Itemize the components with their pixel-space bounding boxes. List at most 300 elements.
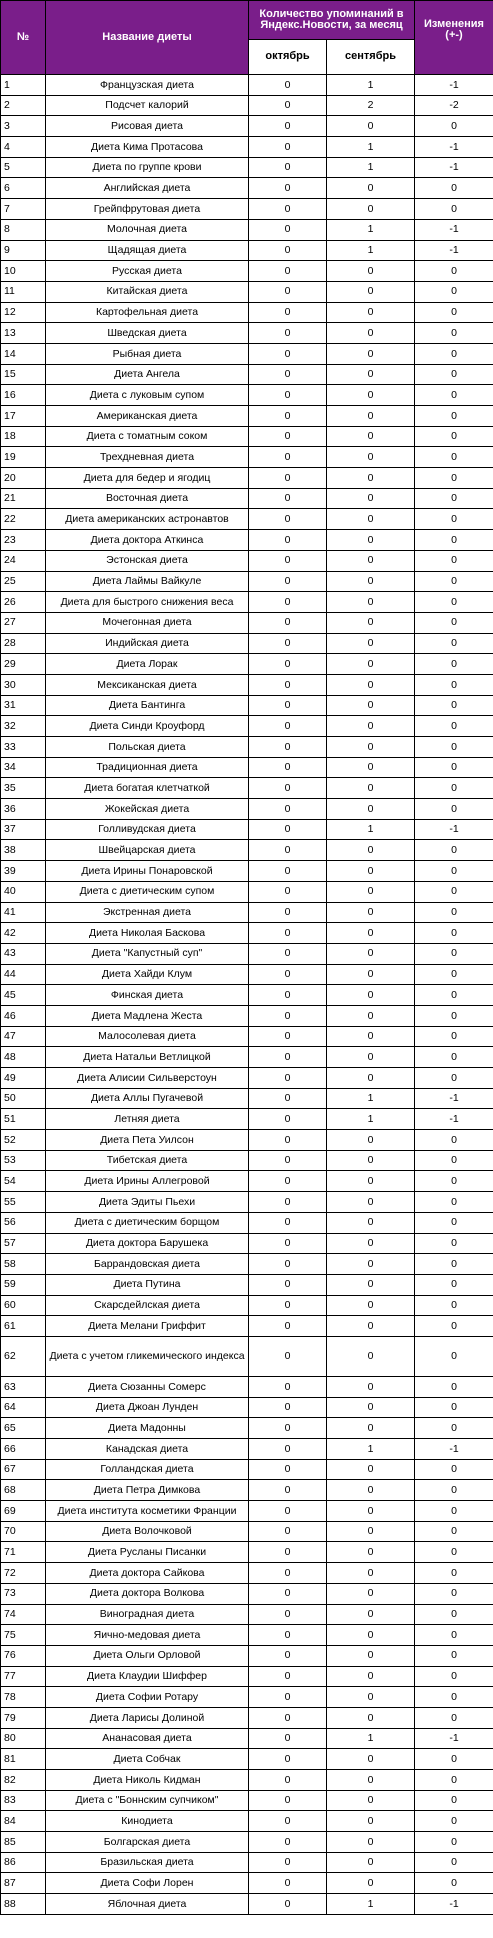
change-value: 0: [415, 964, 493, 985]
row-number: 29: [1, 654, 46, 675]
row-number: 13: [1, 323, 46, 344]
change-value: 0: [415, 943, 493, 964]
october-count: 0: [249, 1707, 327, 1728]
change-value: 0: [415, 364, 493, 385]
october-count: 0: [249, 240, 327, 261]
diet-name: Диета "Капустный суп": [46, 943, 249, 964]
september-count: 0: [327, 406, 415, 427]
header-diet-name: Название диеты: [46, 1, 249, 75]
diet-name: Рисовая диета: [46, 116, 249, 137]
table-row: [1, 592, 493, 613]
diet-name: Летняя диета: [46, 1109, 249, 1130]
september-count: 0: [327, 1645, 415, 1666]
change-value: -1: [415, 819, 493, 840]
table-row: [1, 943, 493, 964]
change-value: -1: [415, 137, 493, 158]
october-count: 0: [249, 1521, 327, 1542]
october-count: 0: [249, 261, 327, 282]
row-number: 76: [1, 1645, 46, 1666]
september-count: 0: [327, 1583, 415, 1604]
change-value: 0: [415, 1047, 493, 1068]
table-row: [1, 840, 493, 861]
change-value: 0: [415, 1418, 493, 1439]
change-value: 0: [415, 1770, 493, 1791]
row-number: 40: [1, 881, 46, 902]
diet-name: Традиционная диета: [46, 757, 249, 778]
header-mentions: Количество упоминаний в Яндекс.Новости, за месяц: [249, 1, 415, 40]
diet-name: Финская диета: [46, 985, 249, 1006]
row-number: 51: [1, 1109, 46, 1130]
september-count: 1: [327, 1894, 415, 1915]
row-number: 87: [1, 1873, 46, 1894]
diet-name: Китайская диета: [46, 281, 249, 302]
september-count: 0: [327, 550, 415, 571]
table-row: [1, 261, 493, 282]
change-value: 0: [415, 385, 493, 406]
diet-name: Диета Мелани Гриффит: [46, 1316, 249, 1337]
october-count: 0: [249, 323, 327, 344]
change-value: 0: [415, 199, 493, 220]
table-row: [1, 1604, 493, 1625]
row-number: 2: [1, 95, 46, 116]
october-count: 0: [249, 1583, 327, 1604]
september-count: 0: [327, 1687, 415, 1708]
change-value: 0: [415, 550, 493, 571]
table-row: [1, 819, 493, 840]
september-count: 0: [327, 1336, 415, 1376]
table-row: [1, 509, 493, 530]
change-value: 0: [415, 674, 493, 695]
diet-name: Диета Петра Димкова: [46, 1480, 249, 1501]
diet-name: Диета Сюзанны Сомерс: [46, 1376, 249, 1397]
row-number: 65: [1, 1418, 46, 1439]
table-row: [1, 1563, 493, 1584]
diet-name: Диета Мадлена Жеста: [46, 1005, 249, 1026]
row-number: 4: [1, 137, 46, 158]
table-row: [1, 1728, 493, 1749]
october-count: 0: [249, 778, 327, 799]
row-number: 17: [1, 406, 46, 427]
october-count: 0: [249, 1397, 327, 1418]
table-row: [1, 468, 493, 489]
diet-name: Диета по группе крови: [46, 157, 249, 178]
row-number: 86: [1, 1852, 46, 1873]
september-count: 0: [327, 1026, 415, 1047]
change-value: 0: [415, 902, 493, 923]
table-row: [1, 1171, 493, 1192]
october-count: 0: [249, 116, 327, 137]
september-count: 0: [327, 840, 415, 861]
change-value: 0: [415, 1068, 493, 1089]
september-count: 0: [327, 385, 415, 406]
table-row: [1, 447, 493, 468]
change-value: 0: [415, 323, 493, 344]
diet-name: Английская диета: [46, 178, 249, 199]
change-value: 0: [415, 1707, 493, 1728]
october-count: 0: [249, 281, 327, 302]
september-count: 1: [327, 819, 415, 840]
change-value: -1: [415, 1109, 493, 1130]
table-row: [1, 95, 493, 116]
change-value: 0: [415, 778, 493, 799]
september-count: 0: [327, 674, 415, 695]
table-row: [1, 902, 493, 923]
diet-name: Диета Софи Лорен: [46, 1873, 249, 1894]
table-row: [1, 1233, 493, 1254]
table-row: [1, 1295, 493, 1316]
row-number: 63: [1, 1376, 46, 1397]
diet-name: Диета доктора Волкова: [46, 1583, 249, 1604]
october-count: 0: [249, 1192, 327, 1213]
table-row: [1, 219, 493, 240]
october-count: 0: [249, 199, 327, 220]
october-count: 0: [249, 1873, 327, 1894]
table-row: [1, 343, 493, 364]
table-row: [1, 1501, 493, 1522]
change-value: 0: [415, 1873, 493, 1894]
row-number: 36: [1, 799, 46, 820]
diet-name: Диета Волочковой: [46, 1521, 249, 1542]
change-value: -1: [415, 1728, 493, 1749]
october-count: 0: [249, 985, 327, 1006]
diet-name: Диета Аллы Пугачевой: [46, 1088, 249, 1109]
change-value: 0: [415, 116, 493, 137]
change-value: 0: [415, 1316, 493, 1337]
october-count: 0: [249, 633, 327, 654]
september-count: 0: [327, 1625, 415, 1646]
diet-name: Диета для бедер и ягодиц: [46, 468, 249, 489]
row-number: 85: [1, 1832, 46, 1853]
diet-name: Подсчет калорий: [46, 95, 249, 116]
diet-name: Баррандовская диета: [46, 1254, 249, 1275]
diet-name: Голландская диета: [46, 1459, 249, 1480]
diet-name: Диета Софии Ротару: [46, 1687, 249, 1708]
october-count: 0: [249, 1687, 327, 1708]
change-value: 0: [415, 1501, 493, 1522]
diet-name: Шведская диета: [46, 323, 249, 344]
row-number: 38: [1, 840, 46, 861]
change-value: 0: [415, 799, 493, 820]
table-row: [1, 199, 493, 220]
october-count: 0: [249, 902, 327, 923]
september-count: 0: [327, 1707, 415, 1728]
row-number: 43: [1, 943, 46, 964]
row-number: 80: [1, 1728, 46, 1749]
table-row: [1, 240, 493, 261]
diet-name: Диета с томатным соком: [46, 426, 249, 447]
table-row: [1, 1873, 493, 1894]
change-value: 0: [415, 654, 493, 675]
october-count: 0: [249, 799, 327, 820]
september-count: 0: [327, 1749, 415, 1770]
table-row: [1, 654, 493, 675]
diet-name: Диета института косметики Франции: [46, 1501, 249, 1522]
table-row: [1, 1336, 493, 1376]
diet-name: Диета Хайди Клум: [46, 964, 249, 985]
table-row: [1, 323, 493, 344]
diet-name: Грейпфрутовая диета: [46, 199, 249, 220]
diet-name: Виноградная диета: [46, 1604, 249, 1625]
change-value: 0: [415, 1666, 493, 1687]
row-number: 82: [1, 1770, 46, 1791]
september-count: 0: [327, 1852, 415, 1873]
september-count: 1: [327, 219, 415, 240]
row-number: 7: [1, 199, 46, 220]
row-number: 22: [1, 509, 46, 530]
september-count: 0: [327, 1666, 415, 1687]
row-number: 15: [1, 364, 46, 385]
october-count: 0: [249, 1130, 327, 1151]
diet-name: Голливудская диета: [46, 819, 249, 840]
change-value: 0: [415, 881, 493, 902]
table-row: [1, 1026, 493, 1047]
october-count: 0: [249, 406, 327, 427]
september-count: 0: [327, 426, 415, 447]
table-row: [1, 1790, 493, 1811]
row-number: 60: [1, 1295, 46, 1316]
diet-name: Индийская диета: [46, 633, 249, 654]
table-body: [1, 75, 493, 1915]
change-value: -1: [415, 157, 493, 178]
table-row: [1, 571, 493, 592]
october-count: 0: [249, 426, 327, 447]
table-row: [1, 75, 493, 96]
table-row: [1, 116, 493, 137]
change-value: 0: [415, 509, 493, 530]
diet-name: Диета Бантинга: [46, 695, 249, 716]
october-count: 0: [249, 881, 327, 902]
diet-name: Диета Мадонны: [46, 1418, 249, 1439]
diet-name: Американская диета: [46, 406, 249, 427]
table-row: [1, 1192, 493, 1213]
october-count: 0: [249, 468, 327, 489]
october-count: 0: [249, 1418, 327, 1439]
september-count: 0: [327, 323, 415, 344]
september-count: 0: [327, 1770, 415, 1791]
row-number: 71: [1, 1542, 46, 1563]
diet-name: Бразильская диета: [46, 1852, 249, 1873]
row-number: 34: [1, 757, 46, 778]
row-number: 31: [1, 695, 46, 716]
october-count: 0: [249, 95, 327, 116]
table-row: [1, 1397, 493, 1418]
change-value: 0: [415, 281, 493, 302]
diet-name: Щадящая диета: [46, 240, 249, 261]
diet-name: Диета богатая клетчаткой: [46, 778, 249, 799]
october-count: 0: [249, 674, 327, 695]
row-number: 61: [1, 1316, 46, 1337]
change-value: 0: [415, 923, 493, 944]
table-row: [1, 1583, 493, 1604]
september-count: 0: [327, 757, 415, 778]
table-row: [1, 426, 493, 447]
table-row: [1, 1666, 493, 1687]
change-value: 0: [415, 1645, 493, 1666]
row-number: 62: [1, 1336, 46, 1376]
october-count: 0: [249, 385, 327, 406]
change-value: 0: [415, 426, 493, 447]
change-value: 0: [415, 302, 493, 323]
change-value: 0: [415, 468, 493, 489]
change-value: 0: [415, 1212, 493, 1233]
september-count: 0: [327, 530, 415, 551]
diet-name: Диета Ольги Орловой: [46, 1645, 249, 1666]
september-count: 0: [327, 633, 415, 654]
table-row: [1, 385, 493, 406]
september-count: 0: [327, 1192, 415, 1213]
change-value: 0: [415, 985, 493, 1006]
table-row: [1, 1212, 493, 1233]
diet-name: Молочная диета: [46, 219, 249, 240]
change-value: 0: [415, 1604, 493, 1625]
october-count: 0: [249, 1645, 327, 1666]
september-count: 0: [327, 261, 415, 282]
september-count: 0: [327, 1274, 415, 1295]
september-count: 1: [327, 137, 415, 158]
row-number: 19: [1, 447, 46, 468]
september-count: 0: [327, 881, 415, 902]
september-count: 0: [327, 1376, 415, 1397]
row-number: 8: [1, 219, 46, 240]
row-number: 56: [1, 1212, 46, 1233]
september-count: 0: [327, 861, 415, 882]
change-value: 0: [415, 1171, 493, 1192]
october-count: 0: [249, 840, 327, 861]
september-count: 0: [327, 1563, 415, 1584]
change-value: -1: [415, 1439, 493, 1460]
change-value: 0: [415, 447, 493, 468]
september-count: 0: [327, 199, 415, 220]
row-number: 44: [1, 964, 46, 985]
september-count: 0: [327, 1316, 415, 1337]
october-count: 0: [249, 1542, 327, 1563]
diet-name: Диета доктора Сайкова: [46, 1563, 249, 1584]
change-value: 0: [415, 1811, 493, 1832]
row-number: 12: [1, 302, 46, 323]
table-row: [1, 157, 493, 178]
diet-name: Французская диета: [46, 75, 249, 96]
diet-name: Эстонская диета: [46, 550, 249, 571]
diet-name: Диета с "Боннским супчиком": [46, 1790, 249, 1811]
row-number: 27: [1, 612, 46, 633]
row-number: 70: [1, 1521, 46, 1542]
october-count: 0: [249, 178, 327, 199]
october-count: 0: [249, 592, 327, 613]
diet-name: Яично-медовая диета: [46, 1625, 249, 1646]
change-value: 0: [415, 488, 493, 509]
october-count: 0: [249, 964, 327, 985]
table-row: [1, 137, 493, 158]
row-number: 55: [1, 1192, 46, 1213]
september-count: 0: [327, 1171, 415, 1192]
diet-name: Диета Ангела: [46, 364, 249, 385]
september-count: 0: [327, 1459, 415, 1480]
table-row: [1, 1770, 493, 1791]
september-count: 0: [327, 1068, 415, 1089]
table-row: [1, 1047, 493, 1068]
change-value: 0: [415, 1852, 493, 1873]
row-number: 21: [1, 488, 46, 509]
october-count: 0: [249, 530, 327, 551]
september-count: 0: [327, 695, 415, 716]
table-row: [1, 1316, 493, 1337]
change-value: 0: [415, 1150, 493, 1171]
diet-name: Рыбная диета: [46, 343, 249, 364]
diet-name: Диета Клаудии Шиффер: [46, 1666, 249, 1687]
table-row: [1, 364, 493, 385]
table-row: [1, 1439, 493, 1460]
row-number: 64: [1, 1397, 46, 1418]
september-count: 0: [327, 1130, 415, 1151]
change-value: 0: [415, 1233, 493, 1254]
diet-name: Диета Николая Баскова: [46, 923, 249, 944]
row-number: 41: [1, 902, 46, 923]
september-count: 1: [327, 1728, 415, 1749]
october-count: 0: [249, 219, 327, 240]
october-count: 0: [249, 1274, 327, 1295]
october-count: 0: [249, 1047, 327, 1068]
diet-name: Диета Ирины Аллегровой: [46, 1171, 249, 1192]
table-row: [1, 1088, 493, 1109]
row-number: 73: [1, 1583, 46, 1604]
diet-name: Картофельная диета: [46, 302, 249, 323]
table-row: [1, 799, 493, 820]
row-number: 88: [1, 1894, 46, 1915]
row-number: 53: [1, 1150, 46, 1171]
september-count: 0: [327, 1480, 415, 1501]
table-row: [1, 1707, 493, 1728]
september-count: 0: [327, 178, 415, 199]
diet-name: Тибетская диета: [46, 1150, 249, 1171]
table-row: [1, 1459, 493, 1480]
row-number: 35: [1, 778, 46, 799]
september-count: 0: [327, 1047, 415, 1068]
row-number: 48: [1, 1047, 46, 1068]
october-count: 0: [249, 923, 327, 944]
september-count: 0: [327, 1811, 415, 1832]
row-number: 75: [1, 1625, 46, 1646]
october-count: 0: [249, 1894, 327, 1915]
change-value: 0: [415, 1563, 493, 1584]
october-count: 0: [249, 1604, 327, 1625]
row-number: 11: [1, 281, 46, 302]
september-count: 0: [327, 1397, 415, 1418]
october-count: 0: [249, 757, 327, 778]
october-count: 0: [249, 1005, 327, 1026]
change-value: 0: [415, 1295, 493, 1316]
table-row: [1, 737, 493, 758]
row-number: 28: [1, 633, 46, 654]
diet-name: Яблочная диета: [46, 1894, 249, 1915]
september-count: 0: [327, 1212, 415, 1233]
october-count: 0: [249, 1501, 327, 1522]
change-value: -1: [415, 1894, 493, 1915]
diet-name: Диета Алисии Сильверстоун: [46, 1068, 249, 1089]
september-count: 1: [327, 1109, 415, 1130]
table-row: [1, 1130, 493, 1151]
row-number: 57: [1, 1233, 46, 1254]
september-count: 0: [327, 985, 415, 1006]
september-count: 0: [327, 364, 415, 385]
table-row: [1, 985, 493, 1006]
table-row: [1, 757, 493, 778]
diet-name: Диета Путина: [46, 1274, 249, 1295]
october-count: 0: [249, 1336, 327, 1376]
october-count: 0: [249, 612, 327, 633]
october-count: 0: [249, 1770, 327, 1791]
september-count: 0: [327, 1233, 415, 1254]
change-value: 0: [415, 571, 493, 592]
